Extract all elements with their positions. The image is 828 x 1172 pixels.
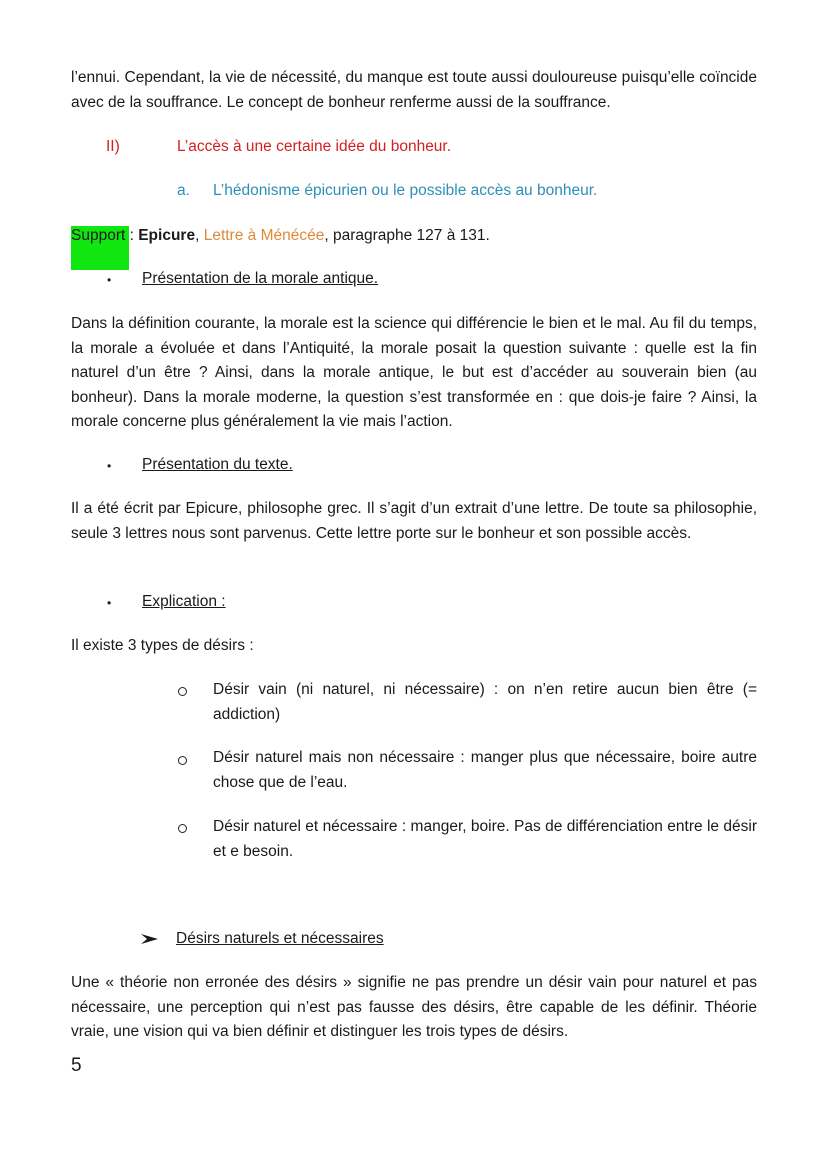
subsection-title: L’hédonisme épicurien ou le possible accès au bonheur. — [213, 182, 598, 199]
subsection-letter: a. — [177, 182, 190, 199]
bullet-dot-icon: • — [107, 273, 112, 287]
bullet-dot-icon: • — [107, 596, 112, 610]
support-line — [71, 225, 490, 247]
final-paragraph: Une « théorie non erronée des désirs » signifie ne pas prendre un désir vain pour naturel et pas nécessaire, une perception qui n’est pas fausse des désirs, être capable de les définir. Théorie vraie, une vision qui va bien définir et distinguer les trois types de désirs. — [71, 974, 757, 1040]
arrow-heading: Désirs naturels et nécessaires — [176, 930, 384, 947]
desire-type-item: Désir naturel mais non nécessaire : manger plus que nécessaire, boire autre chose que de l’eau. — [213, 749, 757, 791]
bullet-texte-title: Présentation du texte. — [142, 456, 293, 473]
intro-paragraph: l’ennui. Cependant, la vie de nécessité, du manque est toute aussi douloureuse puisqu’elle coïncide avec de la souffrance. Le concept de bonheur renferme aussi de la souffrance. — [71, 69, 757, 111]
page-number: 5 — [71, 1055, 82, 1076]
circle-bullet-icon — [178, 824, 187, 833]
desire-type-item: Désir vain (ni naturel, ni nécessaire) : on n’en retire aucun bien être (= addiction) — [213, 681, 757, 723]
section-title: L’accès à une certaine idée du bonheur. — [177, 138, 452, 155]
support-comma: , — [195, 227, 204, 244]
support-rest: , paragraphe 127 à 131. — [324, 227, 490, 244]
morale-paragraph: Dans la définition courante, la morale est la science qui différencie le bien et le mal. Au fil du temps, la morale a évoluée et dans l’Antiquité, la morale posait la question suivante : quelle est la fin naturel d’un être ? Ainsi, dans la morale antique, le but est d’accéder au souverain bien (au bonheur). Dans la morale moderne, la question s’est transformée en : que dois-je faire ? Ainsi, la morale concerne plus généralement la vie mais l’action. — [71, 315, 757, 430]
arrowhead-bullet-icon — [141, 933, 159, 945]
support-separator: : — [125, 227, 139, 244]
texte-paragraph: Il a été écrit par Epicure, philosophe grec. Il s’agit d’un extrait d’une lettre. De toute sa philosophie, seule 3 lettres nous sont parvenus. Cette lettre porte sur le bonheur et son possible accès. — [71, 500, 757, 542]
support-work: Lettre à Ménécée — [203, 227, 325, 244]
circle-bullet-icon — [178, 687, 187, 696]
desire-type-item: Désir naturel et nécessaire : manger, boire. Pas de différenciation entre le désir et e besoin. — [213, 818, 757, 860]
section-numeral: II) — [106, 138, 120, 155]
support-label: Support — [71, 227, 126, 244]
support-author: Epicure — [138, 227, 196, 244]
bullet-dot-icon: • — [107, 459, 112, 473]
bullet-explication-title: Explication : — [142, 593, 226, 610]
bullet-morale-title: Présentation de la morale antique. — [142, 270, 379, 287]
circle-bullet-icon — [178, 756, 187, 765]
types-intro: Il existe 3 types de désirs : — [71, 637, 254, 654]
